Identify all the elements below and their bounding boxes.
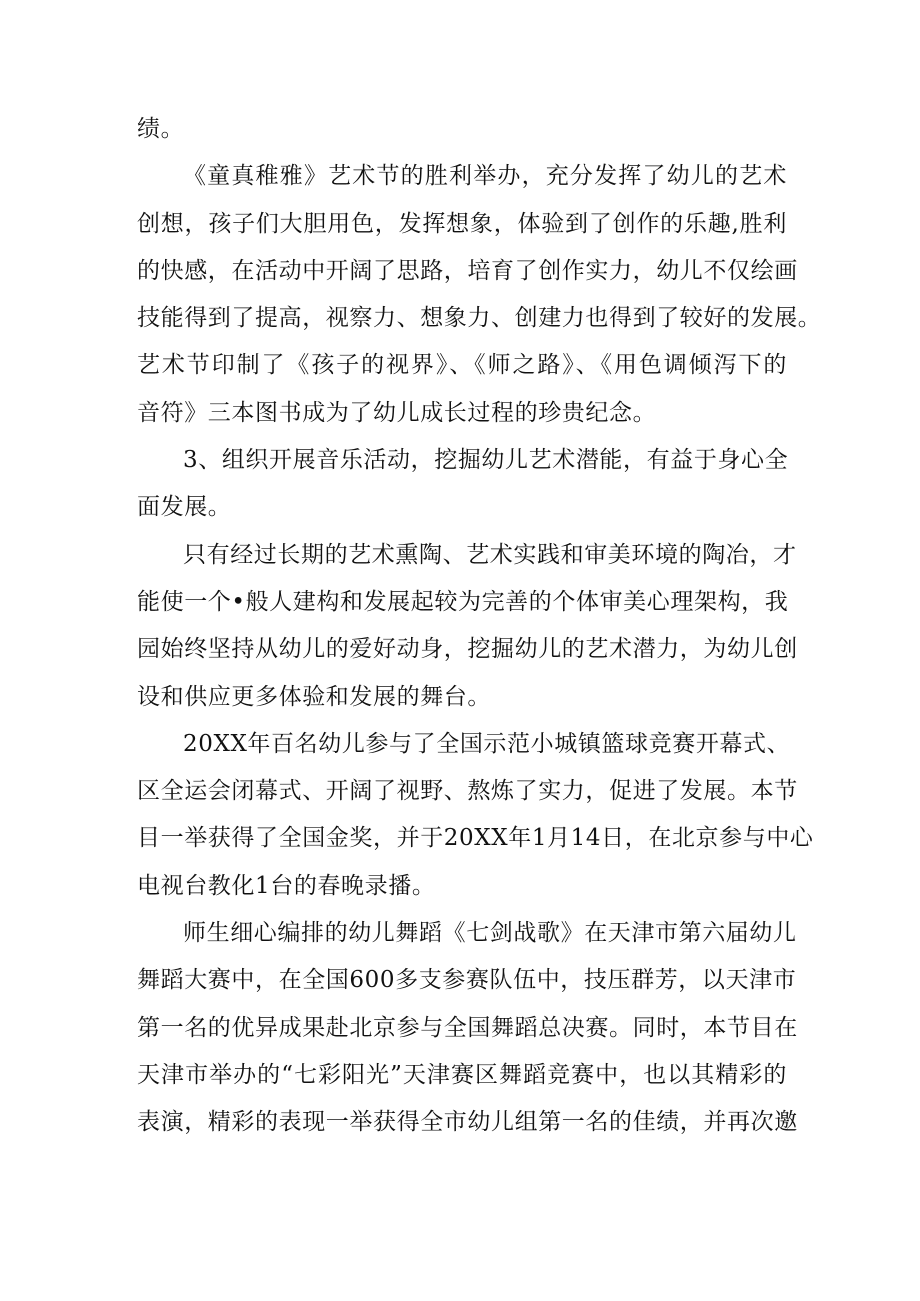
text-line: 20XX年百名幼儿参与了全国示范小城镇篮球竞赛开幕式、 — [183, 730, 791, 757]
text-line: 第一名的优异成果赴北京参与全国舞蹈总决赛。同时，本节目在 — [137, 1014, 798, 1041]
text-line: 音符》三本图书成为了幼儿成长过程的珍贵纪念。 — [137, 399, 657, 426]
text-line: 能使一个•般人建构和发展起较为完善的个体审美心理架构，我 — [137, 588, 789, 615]
text-line: 园始终坚持从幼儿的爱好动身，挖掘幼儿的艺术潜力，为幼儿创 — [137, 636, 798, 663]
text-line: 《童真稚雅》艺术节的胜利举办，充分发挥了幼儿的艺术 — [183, 163, 787, 190]
text-line: 电视台教化1台的春晚录播。 — [137, 872, 436, 899]
text-line: 区全运会闭幕式、开阔了视野、熬炼了实力，促进了发展。本节 — [137, 778, 798, 805]
text-line: 天津市举办的“七彩阳光”天津赛区舞蹈竞赛中，也以其精彩的 — [137, 1061, 787, 1088]
text-line: 3、组织开展音乐活动，挖掘幼儿艺术潜能，有益于身心全 — [183, 447, 789, 474]
document-body — [137, 106, 822, 1147]
text-line: 创想，孩子们大胆用色，发挥想象，体验到了创作的乐趣,胜利 — [137, 210, 787, 237]
text-line: 舞蹈大赛中，在全国600多支参赛队伍中，技压群芳，以天津市 — [137, 967, 797, 994]
text-line: 目一举获得了全国金奖，并于20XX年1月14日，在北京参与中心 — [137, 825, 814, 852]
text-line: 艺术节印制了《孩子的视界》、《师之路》、《用色调倾泻下的 — [137, 352, 787, 379]
text-line: 的快感，在活动中开阔了思路，培育了创作实力，幼儿不仅绘画 — [137, 257, 798, 284]
text-line: 面发展。 — [137, 494, 232, 521]
text-line: 只有经过长期的艺术熏陶、艺术实践和审美环境的陶冶，才 — [183, 541, 797, 568]
text-line: 技能得到了提高，视察力、想象力、创建力也得到了较好的发展。 — [137, 305, 822, 332]
text-line: 绩。 — [137, 116, 185, 142]
text-line: 设和供应更多体验和发展的舞台。 — [137, 683, 491, 710]
text-line: 师生细心编排的幼儿舞蹈《七剑战歌》在天津市第六届幼儿 — [183, 920, 797, 947]
text-line: 表演，精彩的表现一举获得全市幼儿组第一名的佳绩，并再次邀 — [137, 1109, 798, 1136]
